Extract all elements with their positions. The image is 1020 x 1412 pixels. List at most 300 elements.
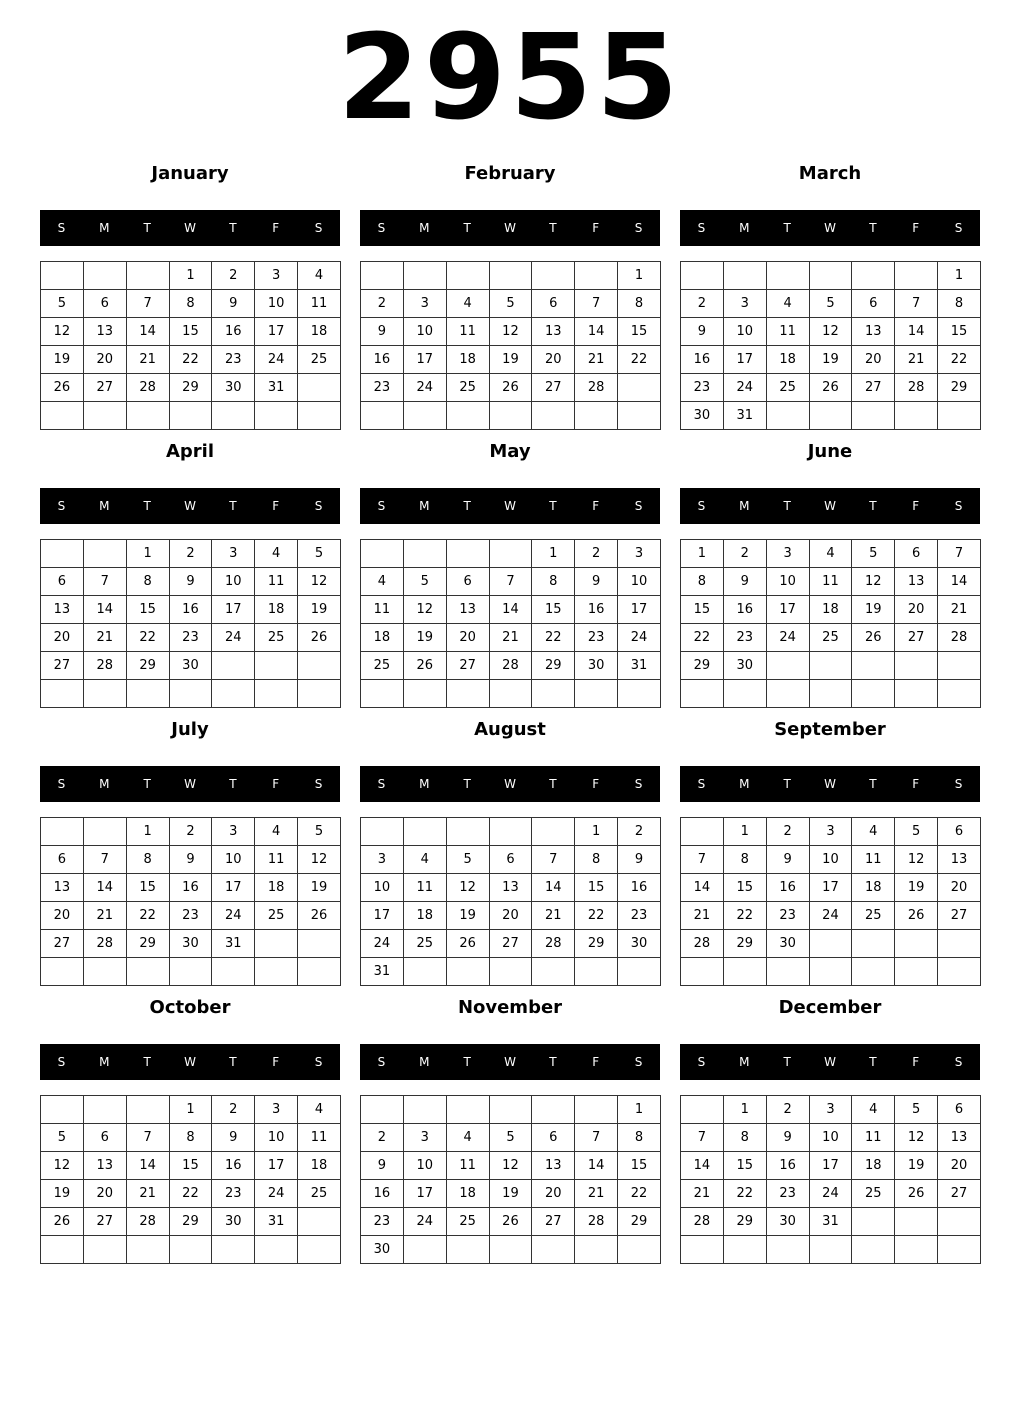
week-row: [361, 1152, 661, 1180]
day-cell: 20: [895, 596, 938, 624]
day-grid: [680, 1095, 981, 1264]
day-cell: 27: [489, 930, 532, 958]
day-cell: 10: [403, 1152, 446, 1180]
day-cell: 29: [169, 374, 212, 402]
day-cell: [255, 652, 298, 680]
day-cell: 1: [723, 818, 766, 846]
day-cell: [83, 680, 126, 708]
day-cell: [575, 680, 618, 708]
day-cell: 8: [532, 568, 575, 596]
week-row: [361, 624, 661, 652]
day-cell: 29: [532, 652, 575, 680]
day-cell: 4: [255, 540, 298, 568]
day-cell: 1: [532, 540, 575, 568]
day-cell: [403, 958, 446, 986]
day-cell: 18: [852, 874, 895, 902]
day-cell: 1: [723, 1096, 766, 1124]
day-cell: 18: [298, 318, 341, 346]
day-cell: [403, 402, 446, 430]
day-cell: [298, 1236, 341, 1264]
day-cell: 13: [41, 874, 84, 902]
week-row: [361, 846, 661, 874]
day-cell: 24: [403, 1208, 446, 1236]
week-row: [361, 1208, 661, 1236]
month-name: April: [165, 441, 215, 462]
weekday-label: M: [739, 499, 750, 513]
day-cell: 19: [895, 1152, 938, 1180]
day-cell: [852, 958, 895, 986]
week-row: [41, 374, 341, 402]
day-cell: [361, 540, 404, 568]
day-cell: [41, 1236, 84, 1264]
day-cell: 1: [126, 818, 169, 846]
month-block: [40, 994, 340, 1264]
week-row: [681, 262, 981, 290]
day-cell: 12: [895, 1124, 938, 1152]
day-cell: 10: [809, 1124, 852, 1152]
day-cell: 16: [361, 346, 404, 374]
day-cell: 6: [852, 290, 895, 318]
weekday-header: [360, 488, 660, 524]
week-row: [41, 874, 341, 902]
day-cell: [83, 1096, 126, 1124]
weekday-label: W: [504, 777, 516, 791]
weekday-label: F: [912, 777, 920, 791]
day-cell: 10: [255, 1124, 298, 1152]
day-cell: 25: [852, 1180, 895, 1208]
weekday-label: W: [504, 499, 516, 513]
weekday-label: M: [419, 221, 430, 235]
weekday-label: S: [954, 777, 963, 791]
week-row: [361, 874, 661, 902]
weekday-label: S: [697, 1055, 706, 1069]
day-cell: 25: [446, 1208, 489, 1236]
day-cell: [723, 680, 766, 708]
week-row: [681, 1208, 981, 1236]
weekday-header: [360, 1044, 660, 1080]
day-cell: 11: [809, 568, 852, 596]
day-cell: 10: [766, 568, 809, 596]
day-cell: 21: [681, 902, 724, 930]
day-cell: [532, 402, 575, 430]
day-cell: 18: [766, 346, 809, 374]
weekday-header: [680, 488, 980, 524]
day-cell: 8: [938, 290, 981, 318]
day-cell: 23: [169, 902, 212, 930]
day-grid: [40, 817, 341, 986]
day-cell: 26: [852, 624, 895, 652]
weekday-label: T: [783, 221, 791, 235]
day-cell: 1: [618, 1096, 661, 1124]
month-name: May: [489, 441, 531, 462]
day-cell: 10: [212, 846, 255, 874]
weekday-label: S: [377, 221, 386, 235]
day-cell: 21: [126, 1180, 169, 1208]
week-row: [681, 568, 981, 596]
day-cell: 23: [361, 1208, 404, 1236]
day-cell: [489, 402, 532, 430]
day-cell: 25: [766, 374, 809, 402]
day-cell: 25: [298, 1180, 341, 1208]
weekday-label: T: [549, 1055, 557, 1069]
week-row: [681, 540, 981, 568]
day-cell: 6: [489, 846, 532, 874]
day-cell: [681, 818, 724, 846]
day-cell: 23: [766, 902, 809, 930]
day-cell: [126, 402, 169, 430]
day-cell: 2: [169, 818, 212, 846]
week-row: [361, 568, 661, 596]
day-cell: [169, 1236, 212, 1264]
day-cell: 17: [618, 596, 661, 624]
week-row: [41, 846, 341, 874]
day-cell: [852, 262, 895, 290]
day-cell: [403, 540, 446, 568]
day-cell: [575, 262, 618, 290]
month-block: [40, 716, 340, 986]
weekday-label: W: [824, 777, 836, 791]
weekday-label: T: [463, 1055, 471, 1069]
day-cell: 29: [938, 374, 981, 402]
day-cell: 13: [895, 568, 938, 596]
week-row: [361, 902, 661, 930]
day-cell: [766, 262, 809, 290]
weekday-label: F: [592, 1055, 600, 1069]
day-cell: [298, 374, 341, 402]
day-cell: [895, 1208, 938, 1236]
weekday-label: F: [912, 221, 920, 235]
week-row: [41, 540, 341, 568]
day-cell: 4: [446, 1124, 489, 1152]
day-cell: [895, 652, 938, 680]
day-cell: 22: [126, 902, 169, 930]
day-grid: [680, 539, 981, 708]
week-row: [41, 1208, 341, 1236]
day-cell: [575, 958, 618, 986]
day-cell: [446, 262, 489, 290]
week-row: [681, 374, 981, 402]
day-cell: 13: [532, 1152, 575, 1180]
day-cell: 4: [446, 290, 489, 318]
day-cell: 11: [446, 318, 489, 346]
week-row: [361, 958, 661, 986]
day-cell: 5: [489, 1124, 532, 1152]
weekday-label: S: [954, 221, 963, 235]
week-row: [681, 930, 981, 958]
day-cell: 14: [681, 1152, 724, 1180]
day-cell: 15: [169, 318, 212, 346]
day-cell: 14: [126, 318, 169, 346]
day-cell: 29: [681, 652, 724, 680]
week-row: [41, 596, 341, 624]
weekday-header: [40, 766, 340, 802]
weekday-label: F: [592, 777, 600, 791]
day-cell: 7: [895, 290, 938, 318]
day-cell: 24: [212, 902, 255, 930]
day-cell: 27: [938, 1180, 981, 1208]
week-row: [361, 930, 661, 958]
day-cell: 13: [532, 318, 575, 346]
week-row: [41, 402, 341, 430]
weekday-label: F: [592, 499, 600, 513]
day-cell: 12: [852, 568, 895, 596]
day-cell: 24: [723, 374, 766, 402]
weekday-label: T: [229, 1055, 237, 1069]
day-cell: [403, 262, 446, 290]
day-cell: 3: [403, 1124, 446, 1152]
month-block: [680, 160, 980, 430]
weekday-header: [40, 488, 340, 524]
day-cell: [618, 680, 661, 708]
day-cell: [938, 680, 981, 708]
day-cell: 17: [255, 1152, 298, 1180]
day-cell: 11: [298, 1124, 341, 1152]
day-cell: 1: [126, 540, 169, 568]
day-cell: 12: [298, 846, 341, 874]
day-cell: 25: [852, 902, 895, 930]
weekday-label: M: [99, 221, 110, 235]
day-cell: 4: [852, 1096, 895, 1124]
day-cell: 21: [895, 346, 938, 374]
day-cell: [723, 262, 766, 290]
day-cell: 26: [489, 374, 532, 402]
day-cell: [446, 1096, 489, 1124]
day-cell: [895, 930, 938, 958]
day-cell: 31: [212, 930, 255, 958]
month-block: [40, 438, 340, 708]
day-cell: 24: [255, 1180, 298, 1208]
day-cell: [938, 930, 981, 958]
weekday-label: T: [869, 221, 877, 235]
week-row: [361, 318, 661, 346]
day-cell: 16: [212, 318, 255, 346]
weekday-label: S: [634, 499, 643, 513]
weekday-label: T: [229, 777, 237, 791]
day-cell: [895, 680, 938, 708]
weekday-label: S: [377, 499, 386, 513]
week-row: [41, 818, 341, 846]
day-cell: 12: [446, 874, 489, 902]
day-cell: 12: [489, 318, 532, 346]
day-grid: [40, 539, 341, 708]
day-cell: [126, 1096, 169, 1124]
day-cell: [403, 818, 446, 846]
weekday-label: T: [549, 221, 557, 235]
day-cell: 13: [938, 1124, 981, 1152]
day-cell: 27: [895, 624, 938, 652]
day-cell: 6: [41, 568, 84, 596]
day-cell: 27: [852, 374, 895, 402]
day-cell: 14: [83, 596, 126, 624]
day-cell: 24: [212, 624, 255, 652]
day-cell: 7: [575, 290, 618, 318]
day-cell: 7: [532, 846, 575, 874]
day-cell: 1: [938, 262, 981, 290]
day-cell: [489, 262, 532, 290]
day-cell: 9: [212, 290, 255, 318]
day-cell: [83, 262, 126, 290]
day-cell: 28: [681, 1208, 724, 1236]
day-cell: [618, 402, 661, 430]
day-cell: [83, 958, 126, 986]
day-cell: 30: [766, 930, 809, 958]
day-cell: 30: [361, 1236, 404, 1264]
week-row: [681, 652, 981, 680]
day-cell: [852, 652, 895, 680]
day-cell: 7: [575, 1124, 618, 1152]
day-cell: [681, 1236, 724, 1264]
day-cell: 10: [809, 846, 852, 874]
day-cell: [169, 402, 212, 430]
day-cell: 17: [723, 346, 766, 374]
week-row: [681, 290, 981, 318]
day-cell: 24: [766, 624, 809, 652]
week-row: [681, 818, 981, 846]
day-cell: 8: [126, 568, 169, 596]
weekday-label: M: [419, 1055, 430, 1069]
day-cell: [403, 680, 446, 708]
day-cell: 3: [361, 846, 404, 874]
day-cell: 31: [255, 374, 298, 402]
day-cell: 15: [618, 1152, 661, 1180]
weekday-header: [40, 210, 340, 246]
day-cell: [361, 402, 404, 430]
weekday-label: T: [869, 1055, 877, 1069]
day-cell: 14: [575, 1152, 618, 1180]
day-cell: 21: [83, 624, 126, 652]
day-cell: 28: [126, 374, 169, 402]
day-cell: 12: [41, 1152, 84, 1180]
day-cell: 15: [169, 1152, 212, 1180]
day-cell: 24: [361, 930, 404, 958]
day-cell: 9: [361, 1152, 404, 1180]
weekday-label: T: [463, 499, 471, 513]
day-grid: [360, 1095, 661, 1264]
day-cell: [255, 1236, 298, 1264]
day-cell: 22: [723, 902, 766, 930]
week-row: [41, 568, 341, 596]
weekday-label: S: [697, 221, 706, 235]
day-cell: 21: [681, 1180, 724, 1208]
week-row: [41, 652, 341, 680]
weekday-label: M: [739, 1055, 750, 1069]
day-cell: 18: [403, 902, 446, 930]
weekday-label: W: [504, 1055, 516, 1069]
day-cell: 9: [766, 1124, 809, 1152]
day-cell: 25: [255, 624, 298, 652]
day-cell: 3: [255, 262, 298, 290]
week-row: [361, 1096, 661, 1124]
day-cell: 16: [575, 596, 618, 624]
day-cell: 3: [255, 1096, 298, 1124]
week-row: [361, 262, 661, 290]
week-row: [361, 540, 661, 568]
day-cell: [83, 402, 126, 430]
day-cell: 8: [575, 846, 618, 874]
day-cell: 3: [618, 540, 661, 568]
day-cell: 19: [403, 624, 446, 652]
day-cell: [298, 930, 341, 958]
day-cell: [41, 818, 84, 846]
day-cell: 15: [723, 1152, 766, 1180]
week-row: [681, 402, 981, 430]
day-cell: 13: [446, 596, 489, 624]
week-row: [361, 346, 661, 374]
day-cell: 8: [169, 290, 212, 318]
day-cell: 12: [809, 318, 852, 346]
day-cell: 16: [766, 874, 809, 902]
day-cell: 6: [532, 290, 575, 318]
day-cell: 26: [489, 1208, 532, 1236]
day-cell: 9: [681, 318, 724, 346]
day-cell: [532, 818, 575, 846]
day-cell: 14: [532, 874, 575, 902]
week-row: [41, 1152, 341, 1180]
day-cell: 28: [532, 930, 575, 958]
day-cell: 22: [618, 346, 661, 374]
day-cell: [41, 262, 84, 290]
day-cell: 7: [126, 290, 169, 318]
day-cell: [681, 262, 724, 290]
day-cell: 9: [212, 1124, 255, 1152]
day-cell: 17: [361, 902, 404, 930]
weekday-label: T: [869, 777, 877, 791]
day-cell: 11: [361, 596, 404, 624]
week-row: [41, 1096, 341, 1124]
day-cell: 5: [41, 1124, 84, 1152]
week-row: [41, 680, 341, 708]
day-cell: 23: [618, 902, 661, 930]
day-cell: 15: [938, 318, 981, 346]
day-cell: [126, 958, 169, 986]
day-cell: [212, 958, 255, 986]
day-cell: [766, 680, 809, 708]
day-cell: 13: [41, 596, 84, 624]
weekday-label: W: [184, 221, 196, 235]
day-cell: 23: [681, 374, 724, 402]
day-cell: 5: [298, 540, 341, 568]
day-cell: 22: [575, 902, 618, 930]
day-cell: 2: [681, 290, 724, 318]
day-cell: 28: [126, 1208, 169, 1236]
day-cell: 26: [895, 902, 938, 930]
day-cell: 20: [41, 902, 84, 930]
day-cell: 2: [766, 818, 809, 846]
day-cell: 20: [852, 346, 895, 374]
day-cell: [126, 262, 169, 290]
day-cell: 5: [403, 568, 446, 596]
day-cell: [41, 680, 84, 708]
weekday-label: T: [549, 499, 557, 513]
weekday-label: W: [504, 221, 516, 235]
day-cell: 5: [852, 540, 895, 568]
day-cell: 22: [618, 1180, 661, 1208]
day-cell: 18: [809, 596, 852, 624]
weekday-label: M: [739, 221, 750, 235]
day-cell: 29: [723, 1208, 766, 1236]
day-cell: 6: [895, 540, 938, 568]
day-cell: [895, 958, 938, 986]
week-row: [681, 846, 981, 874]
day-cell: [361, 818, 404, 846]
weekday-label: M: [99, 499, 110, 513]
day-cell: 11: [766, 318, 809, 346]
day-cell: [809, 1236, 852, 1264]
day-cell: 15: [618, 318, 661, 346]
day-cell: 16: [361, 1180, 404, 1208]
day-cell: 19: [446, 902, 489, 930]
day-cell: 5: [489, 290, 532, 318]
